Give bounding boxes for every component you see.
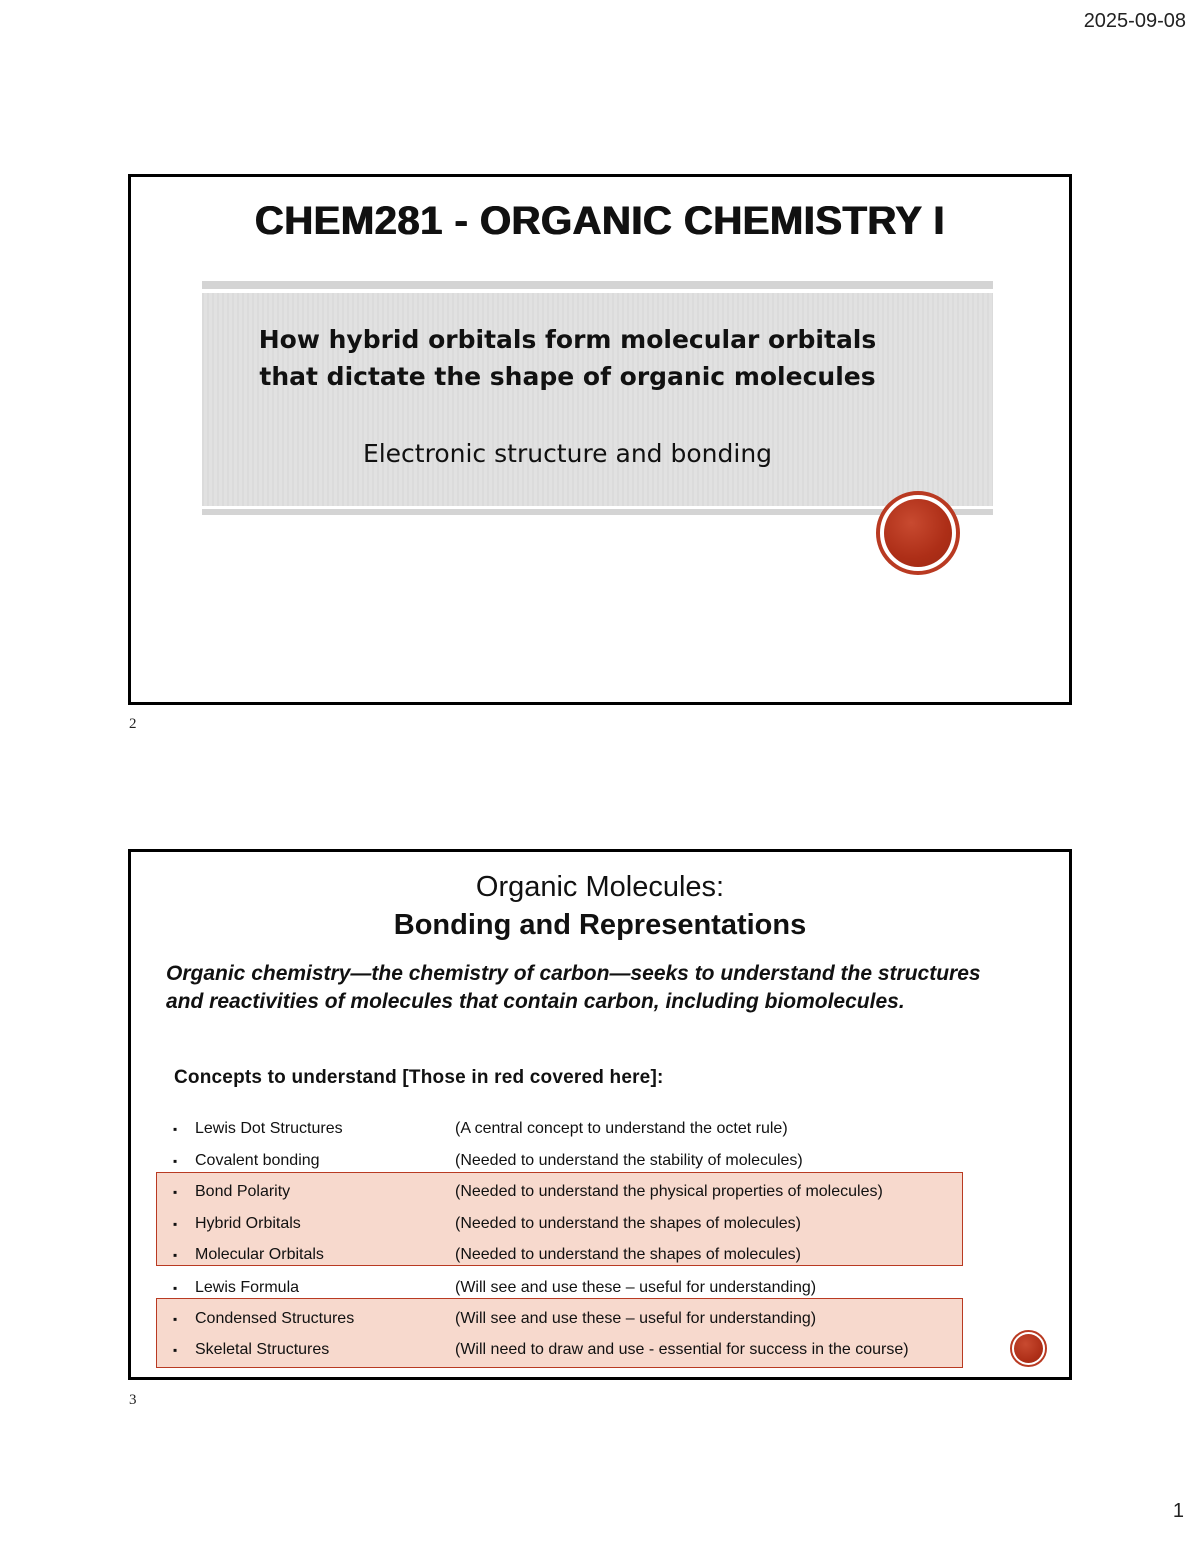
concept-name: Covalent bonding — [195, 1152, 320, 1169]
title-line-2: Bonding and Representations — [393, 909, 807, 941]
concept-name: Skeletal Structures — [195, 1341, 330, 1358]
concept-description: (Needed to understand the shapes of molecules) — [455, 1246, 801, 1263]
band-divider-top — [202, 281, 993, 289]
concept-name: Hybrid Orbitals — [195, 1215, 301, 1232]
concept-description: (Needed to understand the physical properties of molecules) — [455, 1183, 883, 1200]
concept-description: (Will need to draw and use - essential for success in the course) — [455, 1341, 909, 1358]
bullet-icon: ▪ — [173, 1281, 178, 1295]
bullet-icon: ▪ — [173, 1185, 178, 1199]
slide-subtitle — [131, 321, 1004, 395]
concept-description: (Needed to understand the shapes of molecules) — [455, 1215, 801, 1232]
subtitle-line-2: that dictate the shape of organic molecules — [259, 362, 876, 391]
concept-name: Condensed Structures — [195, 1310, 355, 1327]
decorative-circle-icon — [1010, 1330, 1047, 1367]
concept-description: (Needed to understand the stability of molecules) — [455, 1152, 803, 1169]
slide-3 — [128, 849, 1072, 1380]
page-date: 2025-09-08 — [1083, 10, 1186, 32]
slide-number: 2 — [129, 716, 137, 732]
slide-number: 3 — [129, 1392, 137, 1408]
slide-title — [131, 868, 1069, 944]
bullet-icon: ▪ — [173, 1154, 178, 1168]
bullet-icon: ▪ — [173, 1312, 178, 1326]
bullet-icon: ▪ — [173, 1217, 178, 1231]
bullet-icon: ▪ — [173, 1248, 178, 1262]
concept-description: (A central concept to understand the octet rule) — [455, 1120, 788, 1137]
subtitle-line-1: How hybrid orbitals form molecular orbitals — [258, 325, 877, 354]
concept-name: Lewis Dot Structures — [195, 1120, 343, 1137]
concepts-heading: Concepts to understand [Those in red covered here]: — [174, 1067, 664, 1088]
concept-name: Molecular Orbitals — [195, 1246, 324, 1263]
title-line-1: Organic Molecules: — [475, 871, 725, 903]
slide-subtitle-secondary: Electronic structure and bonding — [362, 439, 773, 468]
page-number: 1 — [1172, 1500, 1184, 1522]
concept-name: Lewis Formula — [195, 1279, 300, 1296]
concept-description: (Will see and use these – useful for understanding) — [455, 1310, 817, 1327]
slide-2 — [128, 174, 1072, 705]
decorative-circle-icon — [876, 491, 960, 575]
intro-paragraph: Organic chemistry—the chemistry of carbon—seeks to understand the structures and reactivities of molecules that contain carbon, including biomolecules. — [166, 962, 981, 1013]
concept-name: Bond Polarity — [195, 1183, 291, 1200]
slide-title: CHEM281 - ORGANIC CHEMISTRY I — [254, 199, 946, 243]
concept-description: (Will see and use these – useful for understanding) — [455, 1279, 817, 1296]
band-divider-bottom — [202, 509, 993, 515]
bullet-icon: ▪ — [173, 1122, 178, 1136]
bullet-icon: ▪ — [173, 1343, 178, 1357]
